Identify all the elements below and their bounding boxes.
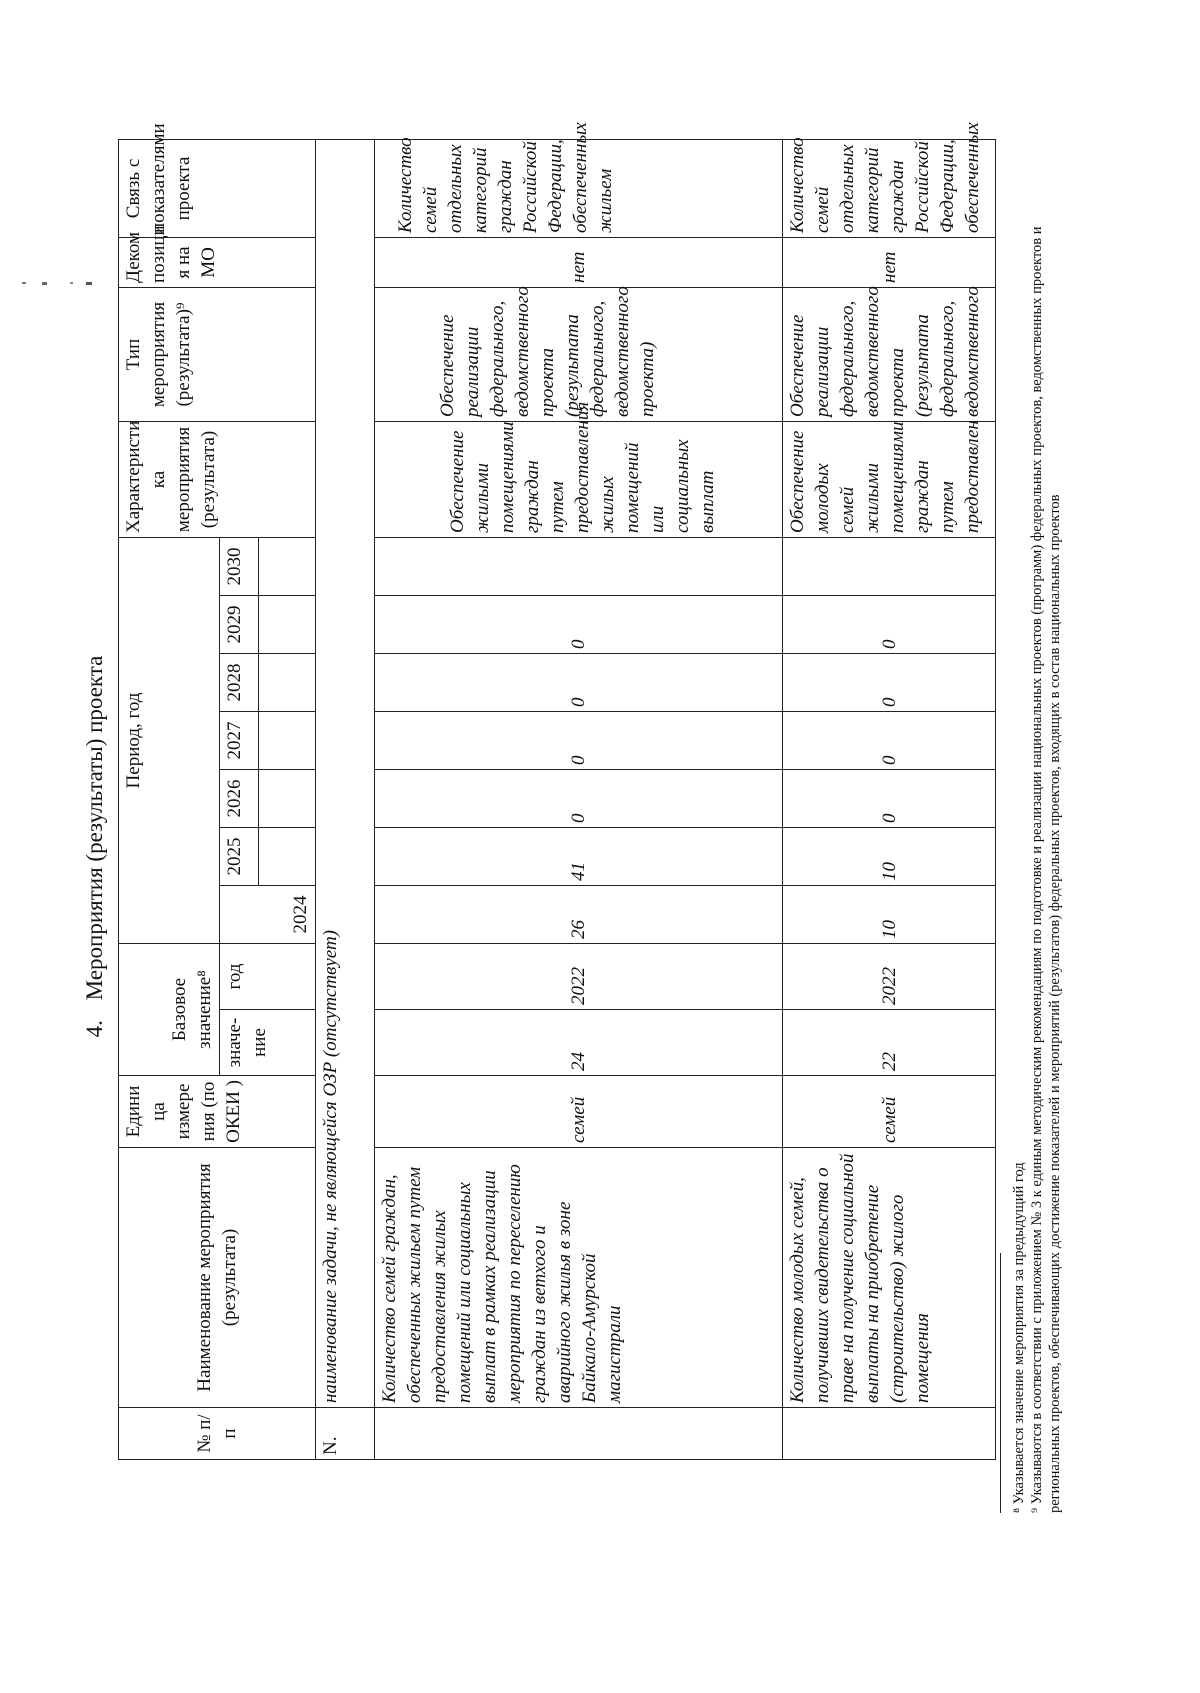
row-unit: семей: [783, 1076, 996, 1148]
row-base-value: 24: [375, 1010, 783, 1076]
page-title: [82, 0, 108, 1693]
header-link: Связь с показателями проекта: [119, 139, 316, 237]
row-value-2025: 10: [783, 827, 996, 885]
row-value-2026: 0: [783, 769, 996, 827]
row-base-year: 2022: [375, 943, 783, 1009]
row-unit: семей: [375, 1076, 783, 1148]
header-period: Период, год: [119, 537, 220, 943]
header-num: № п/п: [119, 1408, 316, 1460]
footnote-8: ⁸ Указывается значение мероприятия за предыдущий год: [1011, 1162, 1027, 1513]
section-title: наименование задачи, не являющейся ОЗР (отсутствует): [316, 139, 375, 1407]
row-value-2024: 26: [375, 885, 783, 943]
row-base-value: 22: [783, 1010, 996, 1076]
footnote-separator: [1000, 1253, 1001, 1513]
header-base-value: значе-ние: [220, 1010, 316, 1076]
header-blank: [259, 711, 316, 769]
header-unit: Едини ца измере ния (по ОКЕИ ): [119, 1076, 316, 1148]
row-characteristic: Обеспечение молодых семей жилыми помещениями граждан путем предоставлен: [783, 421, 996, 537]
header-type: Тип мероприятия (результата)⁹: [119, 287, 316, 421]
header-name: Наименование мероприятия (результата): [119, 1148, 316, 1408]
table-row: [375, 139, 783, 1459]
row-type: Обеспечение реализации федерального, ведомственного проекта (результата федерального, ведомственного: [783, 287, 996, 421]
header-blank: [259, 653, 316, 711]
header-year-2028: 2028: [220, 653, 259, 711]
row-value-2027: 0: [375, 711, 783, 769]
page-title-number: 4.: [82, 1020, 107, 1038]
header-blank: [259, 595, 316, 653]
page-title-text: Мероприятия (результаты) проекта: [82, 655, 107, 1001]
header-base: Базовое значение⁸: [119, 943, 220, 1075]
header-blank: [259, 537, 316, 595]
table-row: [783, 139, 996, 1459]
row-type: Обеспечение реализации федерального, ведомственного проекта (результата федерального, ведомственного проекта): [375, 287, 783, 421]
row-value-2030: [783, 537, 996, 595]
row-characteristic: Обеспечение жилыми помещениями граждан путем предоставления жилых помещений или социальных выплат: [375, 421, 783, 537]
row-link: Количество семей отдельных категорий граждан Российской Федерации, обеспеченных: [783, 139, 996, 237]
row-link: Количество семей отдельных категорий граждан Российской Федерации, обеспеченных жильем: [375, 139, 783, 237]
header-year-2024: 2024: [220, 885, 316, 943]
row-decomposition: нет: [375, 237, 783, 287]
row-num: [375, 1408, 783, 1460]
section-num: N.: [316, 1408, 375, 1460]
footnotes: [1010, 153, 1064, 1513]
results-table: [118, 122, 996, 1460]
table-section-row: [316, 139, 375, 1459]
row-name: Количество семей граждан, обеспеченных жильем путем предоставления жилых помещений или социальных выплат в рамках реализации мероприятия по переселению граждан из ветхого и аварийного жилья в зоне Байкало-Амурской магистрали: [375, 1148, 783, 1408]
row-value-2027: 0: [783, 711, 996, 769]
row-value-2026: 0: [375, 769, 783, 827]
header-blank: [259, 769, 316, 827]
footnote-9: ⁹ Указываются в соответствии с приложением № 3 к единым методическим рекомендациям по подготовке и реализации национальных проектов (программ) федеральных проектов, ведомственных проектов и региональных проектов, обеспечивающих достижение показателей и мероприятий (результатов) федеральных проектов, входящих в состав национальных проектов: [1029, 226, 1063, 1513]
row-name: Количество молодых семей, получивших свидетельства о праве на получение социальной выплаты на приобретение (строительство) жилого помещения: [783, 1148, 996, 1408]
header-characteristic: Характеристи ка мероприятия (результата): [119, 421, 316, 537]
header-year-2030: 2030: [220, 537, 259, 595]
row-decomposition: нет: [783, 237, 996, 287]
row-value-2030: [375, 537, 783, 595]
header-year-2026: 2026: [220, 769, 259, 827]
header-year-2025: 2025: [220, 827, 259, 885]
header-blank: [259, 827, 316, 885]
header-year-2027: 2027: [220, 711, 259, 769]
row-value-2024: 10: [783, 885, 996, 943]
row-num: [783, 1408, 996, 1460]
row-value-2025: 41: [375, 827, 783, 885]
row-value-2029: 0: [783, 595, 996, 653]
header-year-2029: 2029: [220, 595, 259, 653]
row-base-year: 2022: [783, 943, 996, 1009]
header-base-year: год: [220, 943, 316, 1009]
row-value-2029: 0: [375, 595, 783, 653]
row-value-2028: 0: [375, 653, 783, 711]
header-decomposition: Деком позици я на МО: [119, 237, 316, 287]
row-value-2028: 0: [783, 653, 996, 711]
